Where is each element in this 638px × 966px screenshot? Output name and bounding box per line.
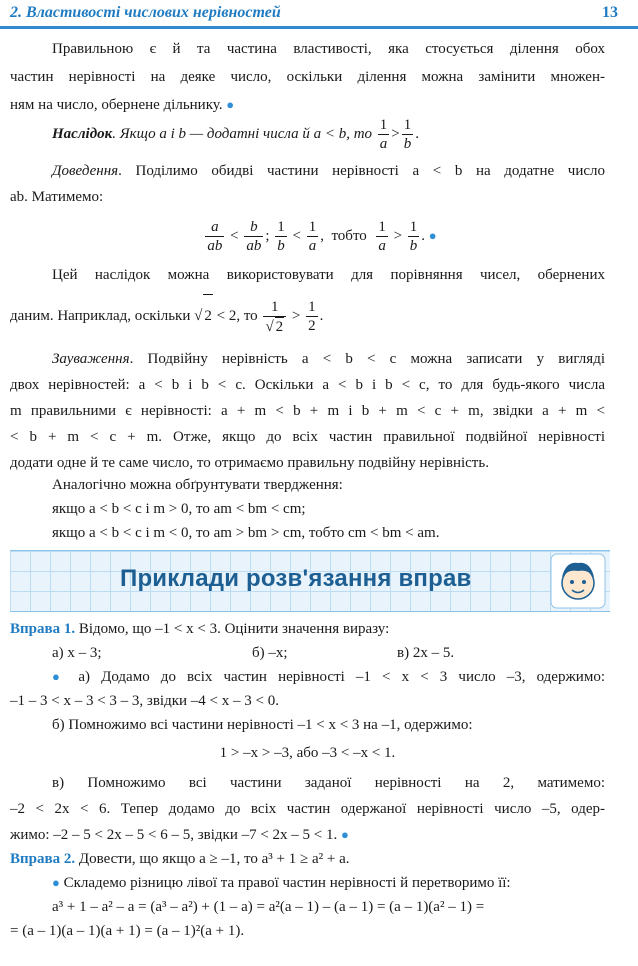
remark-line: додати одне й те саме число, то отримаємо правильну подвійну нерівність. — [10, 455, 489, 471]
remark-line: < b + m < c + m. Отже, якщо до всіх частин правильної подвійної нерівності — [10, 429, 605, 445]
solution-marker-icon: ● — [52, 669, 68, 684]
exercise-1-options — [52, 642, 605, 664]
proof-line: ab. Матимемо: — [10, 189, 104, 205]
paragraph-line: Цей наслідок можна використовувати для порівняння чисел, обернених — [52, 267, 605, 283]
paragraph-line: Правильною є й та частина властивості, яка стосується ділення обох — [52, 41, 605, 57]
corollary: Наслідок. Якщо a і b — додатні числа й a < b, то $\frac{1}{a}$ > $\frac{1}{b}$ . — [52, 117, 420, 153]
page-number: 13 — [602, 4, 618, 21]
fraction: $\frac{1}{a}$ — [308, 219, 317, 255]
solution-line: в) Помножимо всі частини заданої нерівності на 2, матимемо: — [52, 775, 605, 791]
paragraph-line: ням на число, обернене дільнику. ● — [10, 97, 235, 113]
end-marker-icon: ● — [226, 97, 235, 112]
fraction: $\frac{1}{b}$ — [409, 219, 418, 255]
fraction: $\frac{1}{2}$ — [308, 299, 316, 335]
solution-line: –2 < 2x < 6. Тепер додамо до всіх частин одержаної нерівності число –5, одер- — [10, 801, 605, 817]
proof-line: Доведення. Поділимо обидві частини нерівності a < b на додатне число — [52, 163, 605, 179]
sqrt-expression: √ 2 — [194, 308, 213, 324]
remark-line: Зауваження. Подвійну нерівність a < b < c можна записати у вигляді — [52, 351, 605, 367]
solution-line: б) Помножимо всі частини нерівності –1 < x < 3 на –1, одержимо: — [52, 717, 473, 733]
remark-line: двох нерівностей: a < b і b < c. Оскільки a < b і b < c, то для будь-якого числа — [10, 377, 605, 393]
mascot-icon — [550, 553, 606, 609]
section-title: 2. Властивості числових нерівностей — [10, 4, 281, 21]
corollary-label: Наслідок — [52, 126, 113, 142]
formula-word: тобто — [331, 228, 367, 244]
exercise-label: Вправа 2. — [10, 851, 76, 867]
solution-line: –1 – 3 < x – 3 < 3 – 3, звідки –4 < x – 3 < 0. — [10, 693, 279, 709]
option-b: б) –x; — [252, 645, 288, 661]
proof-formula: $\frac{a}{ab}$ < $\frac{b}{ab}$ ; $\frac{1}{b}$ < $\frac{1}{a}$ , тобто $\frac{1}{a}$ > $\frac{1}{b}$ . ● — [207, 219, 437, 255]
remark-line: Аналогічно можна обґрунтувати твердження: — [52, 477, 343, 493]
paragraph-line: частин нерівності на деяке число, оскільки ділення можна замінити множен- — [10, 69, 605, 85]
header-rule — [0, 26, 638, 29]
option-a: а) x – 3; — [52, 645, 102, 661]
solution-line: a³ + 1 – a² – a = (a³ – a²) + (1 – a) = a²(a – 1) – (a – 1) = (a – 1)(a² – 1) = — [52, 899, 485, 915]
fraction: $\frac{b}{ab}$ — [246, 219, 262, 255]
option-c: в) 2x – 5. — [397, 645, 455, 661]
fraction: $\frac{a}{ab}$ — [207, 219, 223, 255]
solution-formula: 1 > –x > –3, або –3 < –x < 1. — [219, 745, 396, 761]
exercise-label: Вправа 1. — [10, 621, 76, 637]
proof-label: Доведення — [52, 163, 119, 179]
solution-line: ● а) Додамо до всіх частин нерівності –1 < x < 3 число –3, одержимо: — [52, 669, 605, 685]
remark-label: Зауваження — [52, 351, 130, 367]
fraction: $\frac{1}{a}$ — [378, 219, 386, 255]
paragraph-line: даним. Наприклад, оскільки √ 2 < 2, то $\frac{1}{√ 2}$ > $\frac{1}{2}$ . — [10, 294, 605, 337]
solution-line: ● Складемо різницю лівої та правої частин нерівності й перетворимо її: — [52, 875, 511, 891]
examples-banner — [10, 550, 610, 612]
end-marker-icon: ● — [341, 827, 349, 842]
solution-line: = (a – 1)(a – 1)(a + 1) = (a – 1)²(a + 1). — [10, 923, 245, 939]
fraction: $\frac{1}{b}$ — [403, 117, 412, 153]
fraction: $\frac{1}{a}$ — [379, 117, 388, 153]
corollary-text: . Якщо a і b — додатні числа й a < b, то — [112, 126, 373, 142]
exercise-1-task: Вправа 1. Відомо, що –1 < x < 3. Оцінити значення виразу: — [10, 621, 390, 637]
end-marker-icon: ● — [428, 228, 437, 243]
fraction: $\frac{1}{√ 2}$ — [263, 298, 286, 336]
remark-line: якщо a < b < c і m < 0, то am > bm > cm, тобто cm < bm < am. — [52, 525, 440, 541]
solution-marker-icon: ● — [52, 875, 60, 890]
fraction: $\frac{1}{b}$ — [277, 219, 285, 255]
remark-line: якщо a < b < c і m > 0, то am < bm < cm; — [52, 501, 306, 517]
exercise-2-task: Вправа 2. Довести, що якщо a ≥ –1, то a³ + 1 ≥ a² + a. — [10, 851, 350, 867]
page-header — [0, 0, 638, 32]
remark-line: m правильними є нерівності: a + m < b + m і b + m < c + m, звідки a + m < — [10, 403, 605, 419]
banner-title: Приклади розв'язання вправ — [120, 565, 472, 592]
solution-line: жимо: –2 – 5 < 2x – 5 < 6 – 5, звідки –7 < 2x – 5 < 1. ● — [10, 827, 349, 843]
